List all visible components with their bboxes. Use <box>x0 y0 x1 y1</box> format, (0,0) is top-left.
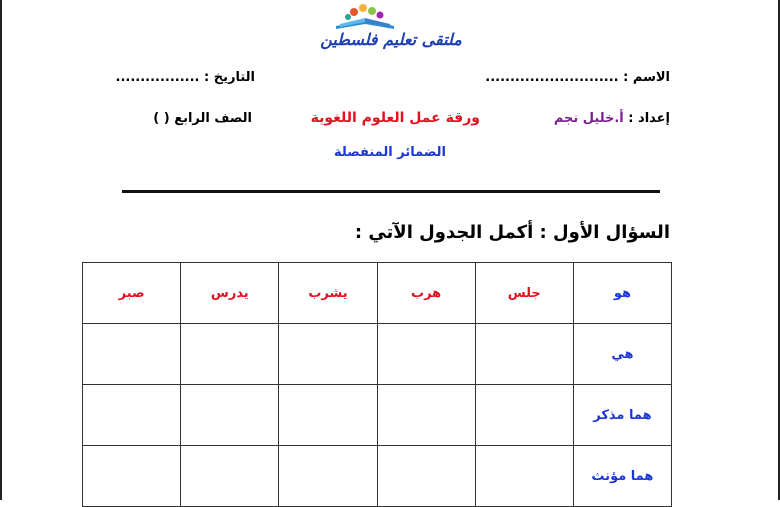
logo-text: ملتقى تعليم فلسطين <box>320 30 462 49</box>
row-pronoun: هما مؤنث <box>573 446 671 507</box>
grade-label: الصف الرابع <box>174 111 252 126</box>
answer-cell[interactable] <box>83 324 181 385</box>
answer-cell[interactable] <box>475 385 573 446</box>
table-header-verb: جلس <box>475 263 573 324</box>
answer-cell[interactable] <box>377 324 475 385</box>
answer-cell[interactable] <box>279 446 377 507</box>
table-row <box>83 446 672 507</box>
row-pronoun: هما مذكر <box>573 385 671 446</box>
date-field <box>116 70 255 85</box>
answer-cell[interactable] <box>83 385 181 446</box>
answer-cell[interactable] <box>377 446 475 507</box>
table-row <box>83 385 672 446</box>
page-border-left <box>0 0 2 500</box>
table-row <box>83 324 672 385</box>
author-name: أ.خليل نجم <box>553 111 624 126</box>
date-label: التاريخ : <box>204 70 255 85</box>
prepared-by <box>554 111 670 126</box>
date-blank: ................. <box>115 70 200 85</box>
logo <box>296 0 486 58</box>
grade-blank: ( ) <box>153 111 170 126</box>
answer-cell[interactable] <box>475 446 573 507</box>
answer-cell[interactable] <box>181 324 279 385</box>
table-header-pronoun: هو <box>573 263 671 324</box>
worksheet-title: ورقة عمل العلوم اللغوية <box>310 110 480 126</box>
table-header-row <box>83 263 672 324</box>
table-header-verb: يشرب <box>279 263 377 324</box>
table-header-verb: صبر <box>83 263 181 324</box>
answer-cell[interactable] <box>279 385 377 446</box>
table-header-verb: يدرس <box>181 263 279 324</box>
answer-cell[interactable] <box>377 385 475 446</box>
answer-cell[interactable] <box>83 446 181 507</box>
question-heading: السؤال الأول : أكمل الجدول الآتي : <box>354 222 670 243</box>
name-field <box>485 70 670 85</box>
name-blank: ........................... <box>485 70 619 85</box>
divider-line <box>122 190 660 193</box>
row-pronoun: هي <box>573 324 671 385</box>
answer-cell[interactable] <box>181 446 279 507</box>
answer-cell[interactable] <box>475 324 573 385</box>
prepared-by-label: إعداد : <box>628 111 670 126</box>
book-logo-icon <box>330 0 400 30</box>
topic-title: الضمائر المنفصلة <box>334 145 446 160</box>
table-header-verb: هرب <box>377 263 475 324</box>
name-label: الاسم : <box>623 70 670 85</box>
pronoun-verb-table <box>82 262 672 507</box>
grade-field <box>153 111 252 126</box>
answer-cell[interactable] <box>279 324 377 385</box>
answer-cell[interactable] <box>181 385 279 446</box>
